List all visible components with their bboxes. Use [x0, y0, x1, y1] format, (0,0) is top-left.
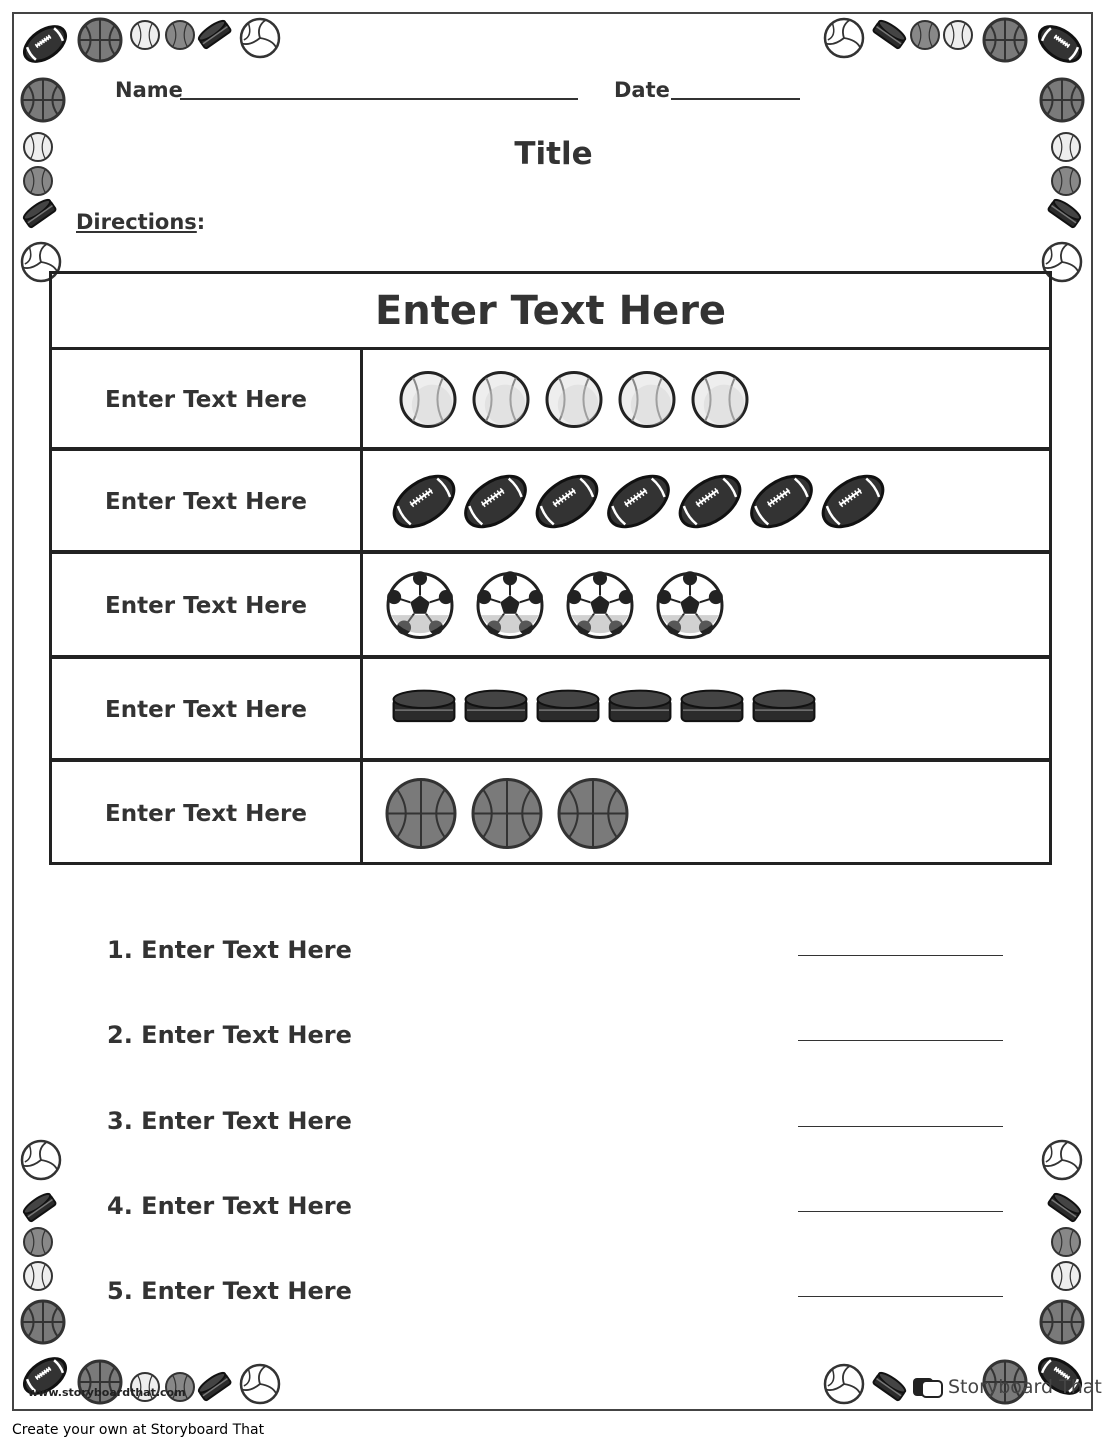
category-label[interactable]: Enter Text Here [52, 350, 363, 449]
storyboard-logo-icon [912, 1374, 944, 1400]
hockey-puck-icon [754, 691, 815, 721]
hockey-puck-icon [394, 691, 455, 721]
baseball-icon [620, 373, 674, 427]
table-row [52, 659, 1049, 760]
football-icon [385, 466, 463, 537]
hockey-puck-icon [466, 691, 527, 721]
football-icon [18, 20, 71, 69]
directions-label[interactable] [76, 210, 205, 234]
basketball-icon [1041, 79, 1083, 121]
football-icon [457, 466, 535, 537]
baseball-icon [693, 373, 747, 427]
volleyball-icon [1043, 1141, 1081, 1179]
baseball-icon [547, 373, 601, 427]
volleyball-icon [22, 1141, 60, 1179]
category-label[interactable]: Enter Text Here [52, 762, 363, 865]
table-row [52, 350, 1049, 449]
football-icon [1033, 20, 1086, 69]
hockey-puck-icon [22, 1191, 57, 1222]
watermark-brand: Storyboard That [948, 1376, 1102, 1398]
football-icon [600, 466, 678, 537]
basketball-icon [984, 19, 1026, 61]
answer-line[interactable] [798, 1126, 1003, 1127]
answer-line[interactable] [798, 955, 1003, 956]
watermark-logo [912, 1374, 1102, 1400]
pictograph-cell [363, 762, 1049, 865]
date-label: Date [614, 78, 670, 102]
hockey-puck-icon [538, 691, 599, 721]
answer-line[interactable] [798, 1211, 1003, 1212]
answer-line[interactable] [798, 1296, 1003, 1297]
category-label[interactable]: Enter Text Here [52, 451, 363, 552]
name-label: Name [115, 78, 183, 102]
soccer-ball-icon [477, 571, 543, 637]
answer-line[interactable] [798, 1040, 1003, 1041]
soccer-ball-icon [567, 571, 633, 637]
question-text[interactable]: 3. Enter Text Here [107, 1107, 352, 1135]
volleyball-icon [241, 1365, 279, 1403]
directions-colon: : [196, 210, 206, 234]
baseball-icon [911, 21, 939, 49]
basketball-icon [559, 780, 627, 848]
hockey-puck-icon [22, 197, 57, 228]
pictograph-cell [363, 350, 1049, 449]
name-field[interactable] [180, 98, 578, 100]
table-heading[interactable]: Enter Text Here [52, 274, 1049, 350]
football-icon [528, 466, 606, 537]
soccer-ball-icon [387, 571, 453, 637]
basketball-icon [387, 780, 455, 848]
hockey-puck-icon [1048, 1191, 1083, 1222]
page-title[interactable]: Title [514, 136, 593, 172]
football-icon [671, 466, 749, 537]
football-icon [814, 466, 892, 537]
baseball-icon [401, 373, 455, 427]
footer-credit[interactable]: Create your own at Storyboard That [12, 1422, 265, 1438]
volleyball-icon [825, 1365, 863, 1403]
hockey-puck-icon [197, 1370, 232, 1401]
pictograph-cell [363, 554, 1049, 657]
watermark-url: www.storyboardthat.com [28, 1386, 186, 1399]
basketball-icon [1041, 1301, 1083, 1343]
hockey-puck-icon [197, 18, 232, 49]
table-row [52, 451, 1049, 552]
basketball-icon [473, 780, 541, 848]
question-text[interactable]: 1. Enter Text Here [107, 936, 352, 964]
table-row [52, 554, 1049, 657]
soccer-ball-icon [657, 571, 723, 637]
basketball-icon [79, 19, 121, 61]
table-row [52, 762, 1049, 865]
hockey-puck-icon [1048, 197, 1083, 228]
baseball-icon [1052, 1262, 1080, 1290]
baseball-icon [944, 21, 972, 49]
baseball-icon [166, 21, 194, 49]
pictograph-cell [363, 659, 1049, 760]
question-text[interactable]: 4. Enter Text Here [107, 1192, 352, 1220]
volleyball-icon [825, 19, 863, 57]
hockey-puck-icon [610, 691, 671, 721]
volleyball-icon [241, 19, 279, 57]
baseball-icon [24, 1228, 52, 1256]
date-field[interactable] [671, 98, 800, 100]
baseball-icon [131, 21, 159, 49]
pictograph-cell [363, 451, 1049, 552]
hockey-puck-icon [873, 1370, 908, 1401]
baseball-icon [474, 373, 528, 427]
question-text[interactable]: 5. Enter Text Here [107, 1277, 352, 1305]
baseball-icon [24, 1262, 52, 1290]
directions-text: Directions [76, 210, 197, 234]
hockey-puck-icon [873, 18, 908, 49]
baseball-icon [1052, 1228, 1080, 1256]
football-icon [743, 466, 821, 537]
basketball-icon [22, 1301, 64, 1343]
category-label[interactable]: Enter Text Here [52, 659, 363, 760]
pictograph-table [49, 271, 1052, 865]
category-label[interactable]: Enter Text Here [52, 554, 363, 657]
basketball-icon [22, 79, 64, 121]
question-text[interactable]: 2. Enter Text Here [107, 1021, 352, 1049]
hockey-puck-icon [682, 691, 743, 721]
